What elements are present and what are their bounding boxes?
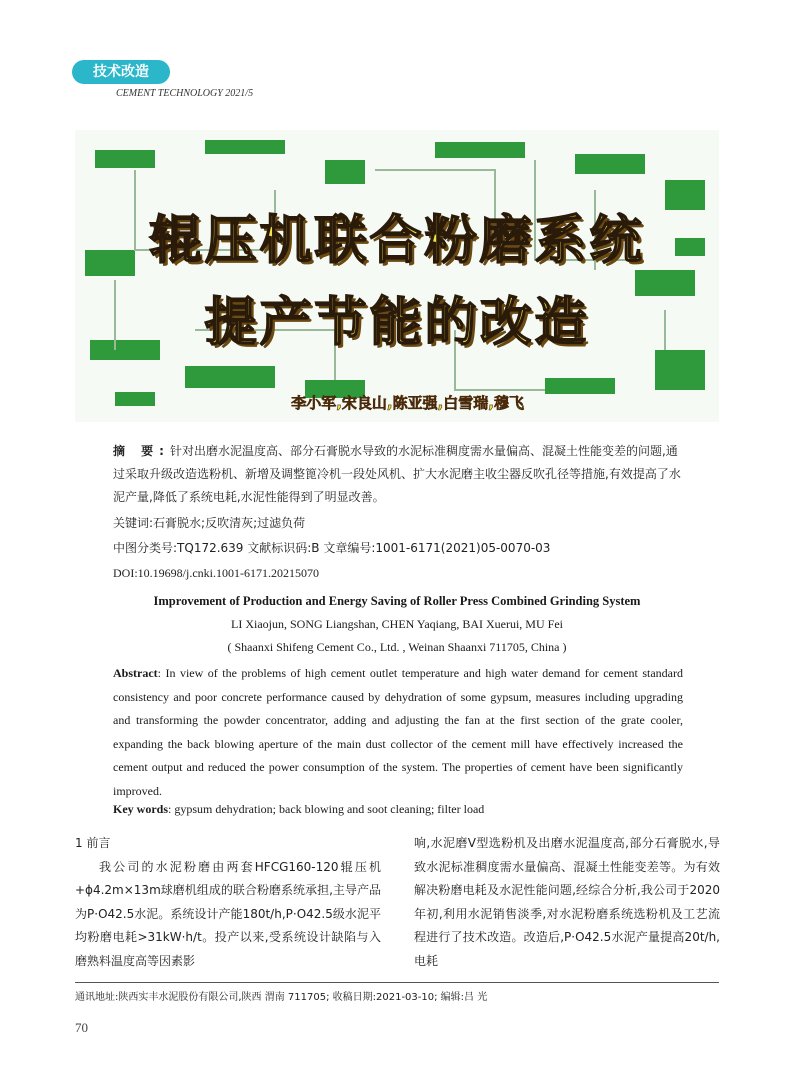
- journal-running-head: CEMENT TECHNOLOGY 2021/5: [116, 88, 254, 99]
- page-number: 70: [75, 1020, 88, 1035]
- body-paragraph-right: 响,水泥磨V型选粉机及出磨水泥温度高,部分石膏脱水,导致水泥标准稠度需水量偏高、混凝土性能变差等。为有效解决粉磨电耗及水泥性能问题,经综合分析,我公司于2020年初,利用水泥销售淡季,对水泥粉磨系统选粉机及工艺流程进行了技术改造。改造后,P·O42.5水泥产量提高20t/h,电耗: [414, 836, 720, 968]
- english-authors: LI Xiaojun, SONG Liangshan, CHEN Yaqiang, BAI Xuerui, MU Fei: [231, 617, 563, 631]
- body-left-column: [75, 832, 381, 974]
- english-abstract-text: : In view of the problems of high cement outlet temperature and high water demand for cement standard consistency and poor concrete performance caused by dehydration of some gypsum, measures including upgrading and transforming the powder concentrator, adding and adjusting the fan at the first section of the grate cooler, expanding the back blowing aperture of the main dust collector of the cement mill have effectively increased the cement output and reduced the power consumption of the system. The properties of cement have been significantly improved.: [113, 666, 683, 798]
- footnote-divider: [75, 982, 719, 983]
- section-heading: 1 前言: [75, 836, 111, 850]
- english-keywords: [113, 802, 683, 817]
- body-paragraph-left: 我公司的水泥粉磨由两套HFCG160-120辊压机+ϕ4.2m×13m球磨机组成的联合粉磨系统承担,主导产品为P·O42.5水泥。系统设计产能180t/h,P·O42.5级水泥平均粉磨电耗>31kW·h/t。投产以来,受系统设计缺陷与入磨熟料温度高等因素影: [75, 859, 381, 968]
- classification-numbers: 中图分类号:TQ172.639 文献标识码:B 文章编号:1001-6171(2021)05-0070-03: [113, 541, 551, 555]
- article-authors: 李小军,宋良山,陈亚强,白雪瑞,穆飞: [291, 394, 524, 412]
- doi: DOI:10.19698/j.cnki.1001-6171.20215070: [113, 566, 319, 580]
- section-tag: 技术改造: [72, 60, 170, 84]
- title-banner: [75, 130, 719, 422]
- abstract-text: 针对出磨水泥温度高、部分石膏脱水导致的水泥标准稠度需水量偏高、混凝土性能变差的问题,通过采取升级改造选粉机、新增及调整篦冷机一段处风机、扩大水泥磨主收尘器反吹孔径等措施,有效提高了水泥产量,降低了系统电耗,水泥性能得到了明显改善。: [113, 444, 681, 504]
- english-abstract: [113, 662, 683, 803]
- footnote: 通讯地址:陕西实丰水泥股份有限公司,陕西 渭南 711705; 收稿日期:2021-03-10; 编辑:吕 光: [75, 992, 488, 1003]
- english-abstract-label: Abstract: [113, 666, 158, 680]
- body-right-column: [414, 832, 720, 974]
- english-affiliation: ( Shaanxi Shifeng Cement Co., Ltd. , Weinan Shaanxi 711705, China ): [227, 640, 567, 654]
- english-keywords-label: Key words: [113, 802, 168, 816]
- abstract-label: 摘 要:: [113, 444, 170, 458]
- article-title-line-1: 辊压机联合粉磨系统: [149, 211, 645, 271]
- english-keywords-text: : gypsum dehydration; back blowing and soot cleaning; filter load: [168, 802, 485, 816]
- chinese-abstract: [113, 440, 683, 509]
- english-title: Improvement of Production and Energy Saving of Roller Press Combined Grinding System: [153, 594, 641, 608]
- article-title-line-2: 提产节能的改造: [204, 293, 590, 353]
- process-diagram-background: [75, 130, 719, 422]
- chinese-keywords: 关键词:石膏脱水;反吹清灰;过滤负荷: [113, 516, 306, 530]
